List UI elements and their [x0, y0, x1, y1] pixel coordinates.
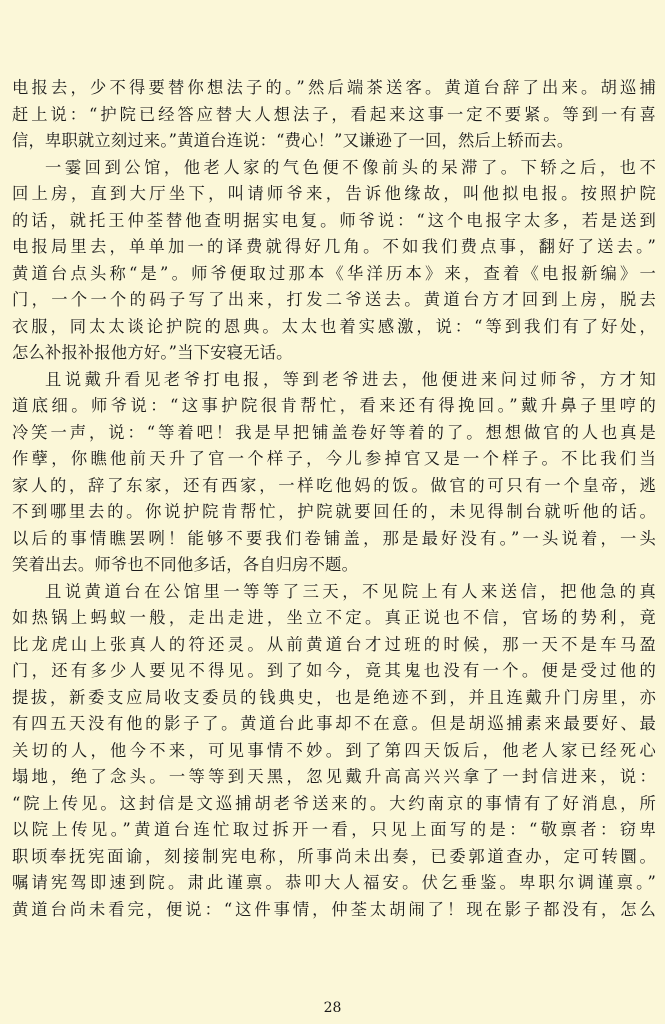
paragraph-start-line: 且说戴升看见老爷打电报，等到老爷进去，他便进来问过师爷，方才知	[45, 369, 656, 389]
text-line: “院上传见。这封信是文巡捕胡老爷送来的。大约南京的事情有了好消息，所	[12, 793, 656, 813]
text-line: 黄道台点头称“是”。师爷便取过那本《华洋历本》来，查着《电报新编》一	[12, 263, 656, 283]
text-line: 的话，就托王仲荃替他查明据实电复。师爷说：“这个电报字太多，若是送到	[12, 210, 656, 230]
paragraph-start-line: 且说黄道台在公馆里一等等了三天，不见院上有人来送信，把他急的真	[45, 581, 656, 601]
text-line: 提拔，新委支应局收支委员的钱典史，也是绝迹不到，并且连戴升门房里，亦	[12, 687, 656, 707]
text-line: 职顷奉抚宪面谕，刻接制宪电称，所事尚未出奏，已委郭道查办，定可转圜。	[12, 846, 656, 866]
text-line: 以院上传见。”黄道台连忙取过拆开一看，只见上面写的是：“敬禀者：窃卑	[12, 820, 656, 839]
text-line: 信，卑职就立刻过来。”黄道台连说：“费心！”又谦逊了一回，然后上轿而去。	[12, 131, 574, 150]
text-line: 关切的人，他今不来，可见事情不妙。到了第四天饭后，他老人家已经死心	[12, 740, 656, 760]
text-line: 回上房，直到大厅坐下，叫请师爷来，告诉他缘故，叫他拟电报。按照护院	[12, 184, 656, 203]
text-line: 嘱请宪驾即速到院。肃此谨禀。恭叩大人福安。伏乞垂鉴。卑职尔调谨禀。”	[12, 873, 656, 892]
paragraph-start-line: 一霎回到公馆，他老人家的气色便不像前头的呆滞了。下轿之后，也不	[45, 157, 656, 177]
text-line: 比龙虎山上张真人的符还灵。从前黄道台才过班的时候，那一天不是车马盈	[12, 634, 656, 654]
text-line: 道底细。师爷说：“这事护院很肯帮忙，看来还有得挽回。”戴升鼻子里哼的	[12, 396, 656, 415]
text-line: 电报去，少不得要替你想法子的。”然后端茶送客。黄道台辞了出来。胡巡捕	[12, 78, 656, 97]
text-line: 衣服，同太太谈论护院的恩典。太太也着实感激，说：“等到我们有了好处，	[12, 316, 656, 336]
body-text	[12, 75, 656, 923]
text-line: 以后的事情瞧罢咧！能够不要我们卷铺盖，那是最好没有。”一头说着，一头	[12, 528, 656, 548]
text-line: 作孽，你瞧他前天升了官一个样子，今儿参掉官又是一个样子。不比我们当	[12, 449, 656, 468]
text-line: 门，一个一个的码子写了出来，打发二爷送去。黄道台方才回到上房，脱去	[12, 290, 656, 309]
text-line: 冷笑一声，说：“等着吧！我是早把铺盖卷好等着的了。想想做官的人也真是	[12, 422, 656, 442]
text-line: 怎么补报补报他方好。”当下安寝无话。	[12, 343, 293, 362]
text-line: 家人的，辞了东家，还有西家，一样吃他妈的饭。做官的可只有一个皇帝，逃	[12, 475, 656, 495]
text-line: 赶上说：“护院已经答应替大人想法子，看起来这事一定不要紧。等到一有喜	[12, 104, 656, 124]
page-number: 28	[323, 1000, 342, 1016]
text-line: 黄道台尚未看完，便说：“这件事情，仲荃太胡闹了！现在影子都没有，怎么	[12, 899, 656, 919]
text-line: 有四五天没有他的影子了。黄道台此事却不在意。但是胡巡捕素来最要好、最	[12, 714, 656, 733]
text-line: 如热锅上蚂蚁一般，走出走进，坐立不定。真正说也不信，官场的势利，竟	[12, 608, 656, 627]
text-line: 不到哪里去的。你说护院肯帮忙，护院就要回任的，未见得制台就听他的话。	[12, 502, 656, 521]
text-line: 笑着出去。师爷也不同他多话，各自归房不题。	[12, 555, 359, 574]
text-line: 塌地，绝了念头。一等等到天黑，忽见戴升高高兴兴拿了一封信进来，说：	[12, 767, 656, 786]
text-line: 电报局里去，单单加一的译费就得好几角。不如我们费点事，翻好了送去。”	[12, 237, 656, 256]
text-line: 门，还有多少人要见不得见。到了如今，竟其鬼也没有一个。便是受过他的	[12, 661, 656, 680]
